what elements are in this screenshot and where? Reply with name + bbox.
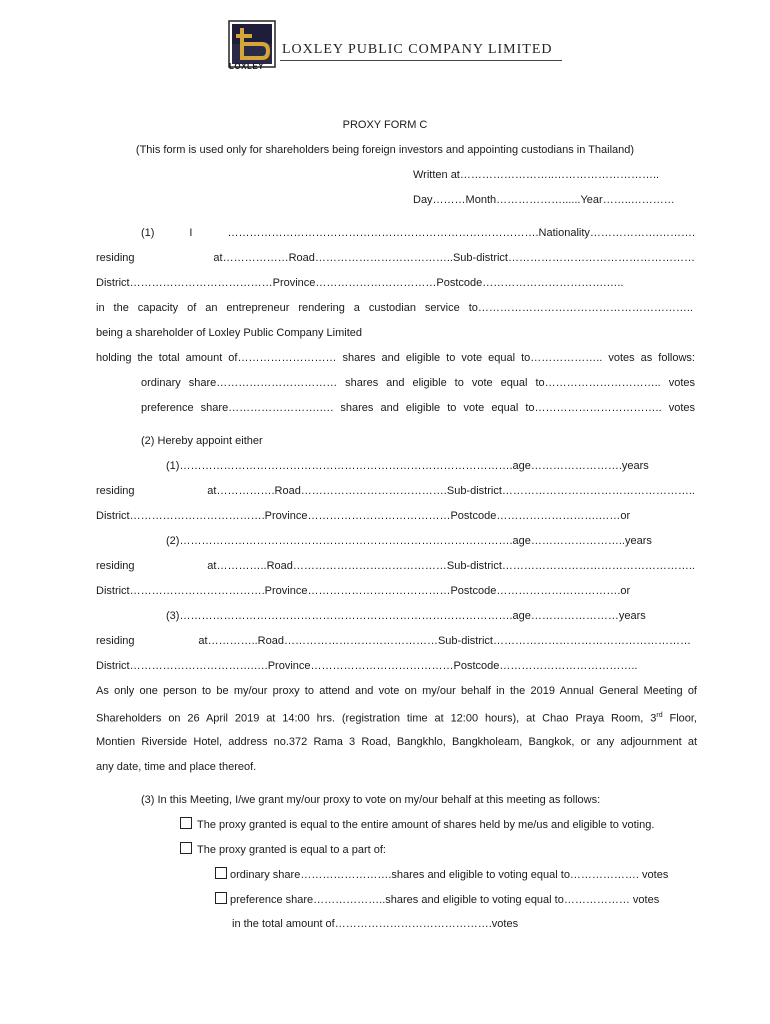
part-preference-row[interactable]: [215, 892, 659, 907]
custodian-field[interactable]: in the capacity of an entrepreneur rendering a custodian service to…………………………………………………..: [96, 302, 693, 314]
proxy-3-name-field[interactable]: (3)……………………………………………………………………………….age……………………years: [166, 610, 646, 622]
part-shares-checkbox[interactable]: [180, 842, 192, 854]
appoint-heading: (2) Hereby appoint either: [141, 435, 263, 447]
part-ordinary-field[interactable]: ordinary share…………………….shares and eligible to voting equal to………………. votes: [230, 869, 669, 881]
part-preference-field[interactable]: preference share………………..shares and eligible to voting equal to……………… votes: [230, 894, 660, 906]
header-divider: [280, 60, 562, 61]
part-shares-label: The proxy granted is equal to a part of:: [197, 844, 386, 856]
part-ordinary-checkbox[interactable]: [215, 867, 227, 879]
proxy-2-address-field[interactable]: residing at…………..Road……………………………………Sub-district……………………………………………..: [96, 560, 695, 572]
proxy-3-district-field[interactable]: District…………………………….….Province…………………………………Postcode………………………………..: [96, 660, 638, 672]
preference-share-field[interactable]: preference share…………………….…. shares and eligible to vote equal to…………………………….. votes: [141, 402, 695, 414]
loxley-logo-icon: [228, 20, 276, 68]
meeting-paragraph-line-3: Montien Riverside Hotel, address no.372 Rama 3 Road, Bangkhlo, Bangkholeam, Bangkok, or any adjournment at: [96, 736, 697, 748]
form-subtitle: (This form is used only for shareholders being foreign investors and appointing custodians in Thailand): [135, 144, 635, 156]
part-ordinary-row[interactable]: [215, 867, 668, 882]
form-title: PROXY FORM C: [342, 119, 428, 131]
shareholder-statement: being a shareholder of Loxley Public Company Limited: [96, 327, 362, 339]
shareholder-address-field[interactable]: residing at………………Road………………………………..Sub-district……………………………………………: [96, 252, 695, 264]
proxy-3-address-field[interactable]: residing at…………..Road……………………………………Sub-district………………………………………………: [96, 635, 691, 647]
logo-brand-text: LOXLEY: [229, 62, 265, 71]
total-shares-field[interactable]: holding the total amount of……………………… shares and eligible to vote equal to……………….. votes as follows:: [96, 352, 695, 364]
meeting-paragraph-line-2: Shareholders on 26 April 2019 at 14:00 hrs. (registration time at 12:00 hours), at Chao Praya Room, 3rd Floor,: [96, 712, 697, 725]
proxy-1-district-field[interactable]: District……………………………….Province…………………………………Postcode……………………….……or: [96, 510, 631, 522]
part-preference-checkbox[interactable]: [215, 892, 227, 904]
proxy-1-name-field[interactable]: (1)……………………………………………………………………………….age…………………….years: [166, 460, 649, 472]
part-total-field[interactable]: in the total amount of…………………………………….votes: [232, 918, 519, 930]
date-field[interactable]: Day………Month………………......Year……..…………: [413, 194, 675, 206]
meeting-paragraph-line-1: As only one person to be my/our proxy to attend and vote on my/our behalf in the 2019 Annual General Meeting of: [96, 685, 697, 697]
voting-heading: (3) In this Meeting, I/we grant my/our proxy to vote on my/our behalf at this meeting as follows:: [141, 794, 601, 806]
meeting-paragraph-line-4: any date, time and place thereof.: [96, 761, 257, 773]
ordinary-share-field[interactable]: ordinary share…………………………… shares and eligible to vote equal to………………………….. votes: [141, 377, 695, 389]
entire-shares-label: The proxy granted is equal to the entire amount of shares held by me/us and eligible to voting.: [197, 819, 655, 831]
entire-shares-checkbox[interactable]: [180, 817, 192, 829]
proxy-2-name-field[interactable]: (2)……………………………………………………………………………….age……………………..years: [166, 535, 652, 547]
shareholder-district-field[interactable]: District…………………………………Province……………………………Postcode…………………………….…..: [96, 277, 624, 289]
option-entire-shares[interactable]: [180, 817, 654, 832]
option-part-shares[interactable]: [180, 842, 386, 857]
proxy-1-address-field[interactable]: residing at…………….Road………………………………….Sub-district……………………………………………..: [96, 485, 695, 497]
company-name: LOXLEY PUBLIC COMPANY LIMITED: [282, 42, 553, 57]
shareholder-name-field[interactable]: (1) I ………………………………………………………………………….Nationality……………….……….: [141, 227, 695, 239]
written-at-field[interactable]: Written at……………………..………………………..: [413, 169, 660, 181]
proxy-2-district-field[interactable]: District……………………………….Province…………………………………Postcode…………………………….or: [96, 585, 631, 597]
